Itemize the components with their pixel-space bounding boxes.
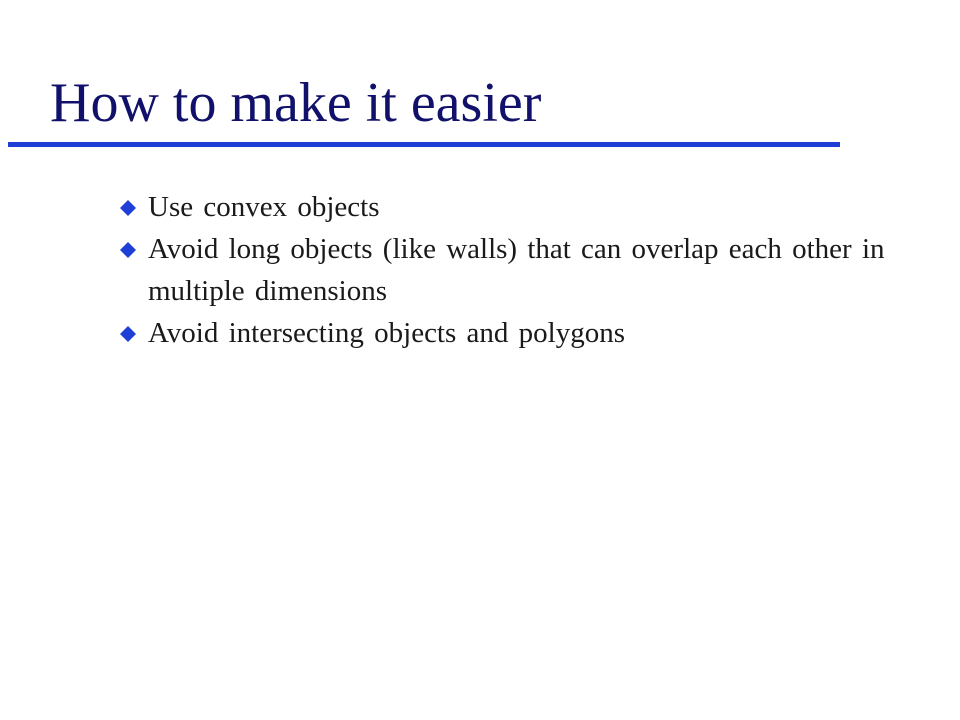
slide-title: How to make it easier	[50, 72, 542, 134]
bullet-item	[118, 312, 898, 354]
bullet-item	[118, 186, 898, 228]
title-underline	[8, 142, 840, 147]
diamond-bullet-icon	[120, 242, 136, 258]
diamond-bullet-icon	[120, 326, 136, 342]
bullet-text: Avoid intersecting objects and polygons	[148, 317, 625, 349]
bullet-text: Avoid long objects (like walls) that can overlap each other in multiple dimensions	[148, 233, 885, 307]
bullet-item	[118, 228, 898, 312]
diamond-bullet-icon	[120, 200, 136, 216]
bullet-text: Use convex objects	[148, 191, 380, 223]
bullet-list	[118, 186, 898, 354]
